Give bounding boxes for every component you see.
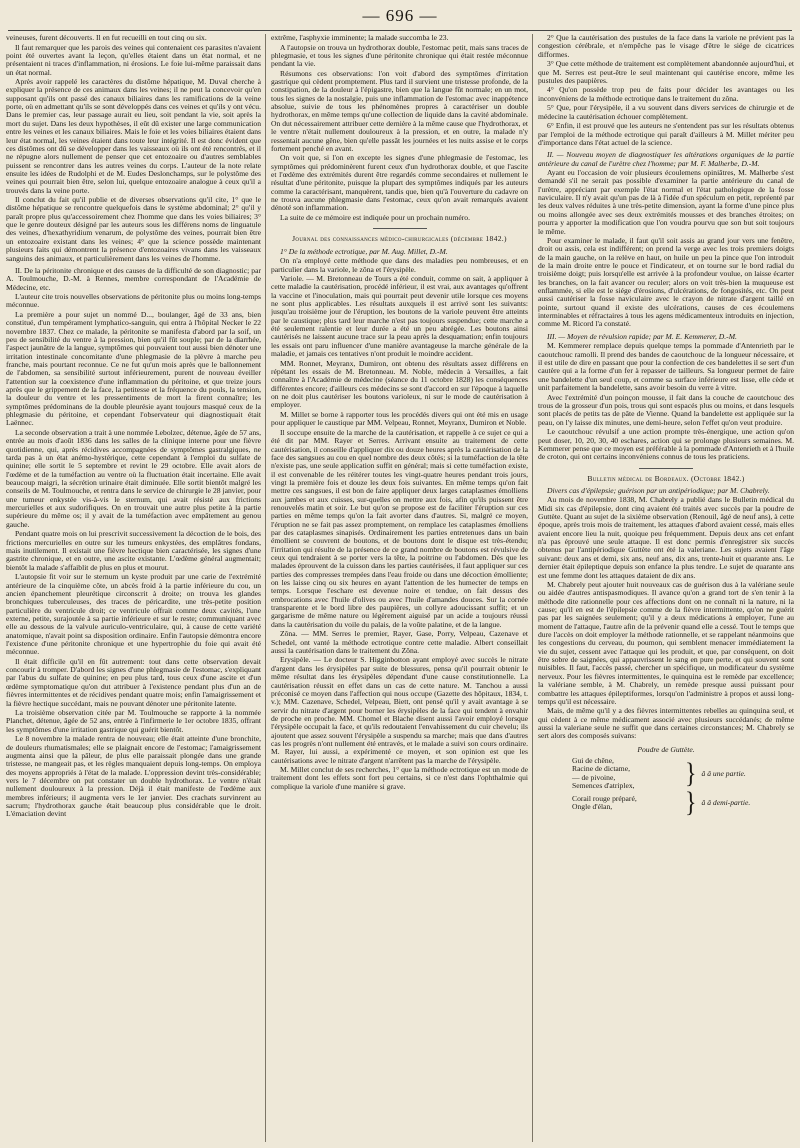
ingredient-dose: â â une partie. <box>701 768 746 778</box>
page-number: — 696 — <box>362 6 438 25</box>
paragraph: veineuses, furent découverts. Il en fut recueilli en tout cinq ou six. <box>6 34 207 42</box>
paragraph: La seconde observation a trait à une nommée Lebolzec, détenue, âgée de 57 ans, entrée au mois d'août 1836 dans les salles de la clinique interne pour une fièvre quotidienne, qui, après récidives accompagnées de symptômes gastralgiques, ne tarda pas à un état anémo-hystérique, cette cependant à l'emploi du sulfate de quinine; elle sortit le 5 septembre et revint le 29 octobre. Elle avait alors de l'œdème et de la tuméfaction au ventre où la fluctuation était incertaine. Elle avait beaucoup maigri, la sécrétion urinaire était diminuée. Elle sortit bientôt malgré les conseils de M. Toulmouche, et rentra dans le service de chirurgie le 28 janvier, pour une tumeur enkystée vis-à-vis le sternum, qui avait résisté aux frictions mercurielles et aux sudorifiques. On en trouvait une autre plus petite à la partie supérieure du même os; il y avait de la tuméfaction avec empâtement au genou gauche. <box>6 427 261 529</box>
paragraph: L'autopsie fit voir sur le sternum un kyste produit par une carie de l'extrémité antérieure de la cinquième côte, un abcès froid à la partie inférieure du cou, un ancien épanchement pleurétique circonscrit à droite; on trouva les glandes bronchiques tuberculeuses, des traces de péricardite, une très-petite position particulière du ventricule droit; ce ventricule offrait comme deux cavités, l'une externe, petite, surajoutée à sa partie inférieure et sur le reste; communiquant avec elle au dessous de la valvule auriculo-ventriculaire, qui, à cause de cette variété anatomique, n'avait point sa disposition ordinaire. Enfin l'autopsie démontra encore l'existence d'une péritonite chronique et une hypertrophie du foie qui avait été méconnue. <box>6 572 261 657</box>
paragraph: La suite de ce mémoire est indiquée pour un prochain numéro. <box>280 212 470 222</box>
formula-group <box>572 787 794 820</box>
paragraph: Il était difficile qu'il en fût autrement: tout dans cette observation devait concourir à tromper. D'abord les signes d'une phlegmasie de l'estomac, s'expliquant par l'abus du sulfate de quinine; en peu plus tard, tous ceux d'une ascite et d'un œdème symptomatique qu'on dut attribuer à l'existence pendant plus d'un an de fièvres intermittentes et de récidives pendant quatre mois; enfin l'amaigrissement et la fièvre hectique succédant, mais ne pouvant dénoter une péritonite latente. <box>6 656 261 708</box>
paragraph: L'auteur cite trois nouvelles observations de péritonite plus ou moins long-temps méconnue. <box>6 292 261 310</box>
ingredient-list <box>572 795 680 812</box>
paragraph: 5° Que, pour l'érysipèle, il a vu souvent dans divers services de chirurgie et de médecine la cautérisation échouer complètement. <box>538 103 794 121</box>
paragraph: Il conclut du fait qu'il publie et de diverses observations qu'il cite, 1° que le distôme hépatique se rencontre quelquefois dans le système abdominal; 2° qu'il y paraît propre plus qu'accessoirement chez l'homme que dans les voies biliaires; 3° que le genre douteux désigné par les auteurs sous les différens noms de linguatule des veines, d'hexathyridium venarum, de polystôme des veines, pourrait bien être un entozoaire existant dans les veines; 4° que la science possède maintenant plusieurs faits qui démontrent la présence d'entozoaires vivans dans les vaisseaux sanguins des animaux, et particulièrement dans les veines de l'homme. <box>6 195 261 263</box>
article-heading: 1° De la méthode ectrotique, par M. Aug. Millet, D.-M. <box>280 246 448 256</box>
section-divider <box>639 468 693 469</box>
ingredient: Gui de chêne, <box>572 756 614 766</box>
paragraph: MM. Ronnet, Meyranx, Dumiron, ont obtenu des résultats assez différens en répétant les essais de M. Bretonneau. M. Noble, médecin à Versailles, a fait connaître à l'Académie de médecine (séance du 11 octobre 1828) les conséquences différentes encore; d'ailleurs ces médecins se sont d'accord en sur l'époque à laquelle on ne doit plus cautériser les boutons varioleux, ni sur le mode de cautérisation à employer. <box>271 358 528 410</box>
paragraph: Pour examiner le malade, il faut qu'il soit assis au grand jour vers une fenêtre, droit ou assis, cela est indifférent; on prend la verge avec les trois premiers doigts de la main gauche, on la relève en haut, on huile un peu la pince que l'on introduit de la main droite entre le pouce et l'indicateur, et on tourne sur le bord radial du troisième doigt; puis lorsqu'elle est arrivée à la profondeur voulue, on laisse écarter les branches, on la fait avancer ou reculer; alors on voit très-bien la muqueuse est enflammée, si elle est le siége d'érosions, d'ulcérations, de fongosités, etc. On peut aussi cautériser la fosse naviculaire avec le crayon de nitrate d'argent taillé en pointe, surtout quand il existe des ulcérations, causes de ces écoulemens interminables et réfractaires à tous les agens médicamenteux introduits en injection, comme M. Ricord l'a constaté. <box>538 236 794 329</box>
paragraph: M. Kemmerer remplace depuis quelque temps la pommade d'Antenrieth par le caoutchouc ramolli. Il prend des bandes de caoutchouc de la longueur nécessaire, et il est utile de dire en passant que pour la confection de ces bandelettes il se sert d'un cautère qui a la forme d'un fer à repasser de tailleurs. Sa longueur permet de faire une bandelette d'un seul coup, et comme sa surface inférieure est lisse, elle cède et unit parfaitement la bandelette, sans avoir besoin du verre à vitre. <box>538 341 794 393</box>
brace-glyph: } <box>685 758 697 790</box>
paragraph: 3° Que cette méthode de traitement est complètement abandonnée aujourd'hui, et que M. Serres est peut-être le seul maintenant qui cautérise encore, même les pustules des paupières. <box>538 59 794 85</box>
column-divider <box>265 34 266 1142</box>
paragraph: A l'autopsie on trouva un hydrothorax double, l'estomac petit, mais sans traces de phlegmasie, et tous les signes d'une péritonite chronique qui était restée méconnue pendant la vie. <box>271 42 528 69</box>
journal-heading <box>271 235 528 243</box>
article-heading: II. — Nouveau moyen de diagnostiquer les altérations organiques de la partie antérieure du canal de l'urètre chez l'homme; par M. F. Malherbe, D.-M. <box>538 150 794 168</box>
paragraph: La première a pour sujet un nommé D..., boulanger, âgé de 33 ans, bien constitué, d'un tempérament lymphatico-sanguin, qui entra à l'hôpital Necker le 22 novembre 1837. Chez ce malade, la péritonite se manifesta d'abord par la soif, un peu de sensibilité du ventre à la pression, bien qu'il fût souple; par de la diarrhée, l'aspect jaunâtre de la langue, symptômes qui pouvaient tout aussi bien dénoter une irritation intestinale concomitante d'une phlegmasie de la plèvre à marche peu franche, mais pourtant reconnue. Ce ne fut qu'un mois après que le ballonnement de l'abdomen, sa sensibilité surtout inférieurement, purent de nouveau éveiller l'attention sur la coexistence d'une inflammation du péritoine, et que treize jours après que le grippement de la face, la petitesse et la fréquence du pouls, la tension, la douleur du ventre et les pressentiments de mort la firent connaître; les symptômes prédominans de la double pleurésie ayant toujours masqué ceux de la phlegmasie du péritoine, et cependant l'observateur qui diagnostiquait était Laënnec. <box>6 309 261 428</box>
paragraph: Après avoir rappelé les caractères du distôme hépatique, M. Duval cherche à expliquer la présence de ces animaux dans les veines; il ne peut la concevoir qu'en supposant qu'ils ont passé des canaux biliaires dans les ramifications de la veine porte, où en admettant qu'ils se sont développés dans ces veines et qu'ils y ont vécu. Dans le premier cas, leur passage aurait eu lieu, soit pendant la vie, soit après la mort du sujet. Dans les deux hypothèses, il eût dû exister une large communication entre les veines et les canaux biliaires. Mais le foie et les voies biliaires étaient dans leur état normal, les veines étaient dans toute leur intégrité. Il est donc évident que ces distômes ont dû se développer dans les vaisseaux où ils ont été rencontrés, et il ne répugne alors nullement de penser que cet entozoaire ou d'autres semblables puissent se rencontrer dans les autres veines du corps. L'auteur de la note relate ensuite les idées de Rudolphi et de M. Eudes Deslonchamps, sur le polystôme des veines qui pourrait bien être, selon lui, quelque entozoaire analogue à ceux qu'il a trouvés dans la veine porte. <box>6 77 261 195</box>
paragraph: 6° Enfin, il est prouvé que les auteurs ne s'entendent pas sur les résultats obtenus par l'emploi de la méthode ectrotique qui paraît d'ailleurs à M. Millet mériter peu d'importance dans l'état actuel de la science. <box>538 121 794 147</box>
ingredient-dose: â â demi-partie. <box>701 798 751 808</box>
paragraph: extrême, l'asphyxie imminente; la malade succomba le 23. <box>271 34 449 42</box>
ingredient: Semences d'atriplex, <box>572 781 635 791</box>
paragraph: Mais, de même qu'il y a des fièvres intermittentes rebelles au quinquina seul, et qui cèdent à ce même médicament associé avec plusieurs succédanés; de même aussi la valeriane seule ne suffit que dans certaines circonstances; M. Chabrely se sert alors des composés suivans: <box>538 706 794 741</box>
paragraph: Pendant quatre mois on lui prescrivit successivement la décoction de le bois, des frictions mercurielles en outre sur les tumeurs enkystées, des emplâtres fondans, mais inutilement. Il existait une fièvre hectique bien caractérisée, les signes d'une gastrite chronique, et en outre, une ascite existante. L'œdème général augmentait; bientôt la malade s'affaiblit de plus en plus et mourut. <box>6 529 261 572</box>
article-heading: Divers cas d'épilepsie; guérison par un antipériodique; par M. Chabrely. <box>547 485 770 495</box>
formula-title: Poudre de Guttète. <box>637 744 695 754</box>
paragraph: Le 8 novembre la malade rentra de nouveau; elle était atteinte d'une bronchite, de douleurs rhumatismales; elle se plaignait encore de l'estomac; l'amaigrissement augmenta ainsi que la pâleur, de plus elle paraissait plongée dans une grande tristesse, ne mangeait pas, et les règles manquaient depuis long-temps. On employa des moyens appropriés à l'état de la malade. L'oppression devint très-considérable; vers le 7 décembre on put constater un double hydrothorax. Le ventre n'était nullement douloureux à la pression. Déjà il était manifeste de l'œdème aux membres inférieurs; il augmenta vers le 1er janvier. Des crachats survinrent au sacrum; l'hydrothorax gauche était beaucoup plus considérable que le droit. L'émaciation devint <box>6 734 261 819</box>
paragraph: Le caoutchouc révulsif a une action prompte très-énergique, une action qu'on peut doser, 10, 20, 30, 40 eschares, action qui se prolonge plusieurs semaines. M. Kemmerer pense que ce moyen est préférable à la pommade d'Antenrieth et à l'huile de croton, qui ont certains inconvéniens connus de tous les praticiens. <box>538 427 794 462</box>
ingredient: Ongle d'élan, <box>572 802 613 812</box>
paragraph: Il faut remarquer que les parois des veines qui contenaient ces parasites n'avaient point été ouvertes avant la leçon, qu'elles étaient dans un état normal, et ne présentaient ni traces d'inflammation, ni érosions. Le foie lui-même paraissait dans un état normal. <box>6 42 261 77</box>
paragraph: M. Millet se borne à rapporter tous les procédés divers qui ont été mis en usage pour appliquer le caustique par MM. Velpeau, Ronnet, Meyranx, Dumiron et Noble. <box>271 409 528 428</box>
paragraph: 4° Qu'on possède trop peu de faits pour décider les avantages ou les inconvéniens de la méthode ectrotique dans le traitement du zôna. <box>538 85 794 103</box>
brace-glyph: } <box>685 787 697 820</box>
journal-title: Journal des connaissances médico-chirurgicales (décembre 1842.) <box>292 234 507 244</box>
paragraph: Erysipèle. — Le docteur S. Higginbotton ayant employé avec succès le nitrate d'argent dans les érysipèles par suite de blessures, pensa qu'il pourrait obtenir le même résultat dans les érysipèles dépendant d'une cause constitutionnelle. La cautérisation réussit en effet dans un cas de cette nature. M. Tanchou a aussi préconisé ce moyen dans l'affection qui nous occupe (Gazette des hôpitaux, 1834, t. v.); MM. Cazenave, Schedel, Velpeau, Biett, ont pensé qu'il y avait avantage à se servir du nitrate d'argent pour borner les érysipèles de la face qui tendent à envahir de proche en proche. MM. Chomel et Blache disent aussi l'avoir employé lorsque l'érysipèle occupait la face, et qu'ils redoutaient l'envahissement du cuir chevelu; ils ajoutent que assez souvent l'érysipèle a suspendu sa marche; mais que dans d'autres cas les progrès n'ont nullement été entravés, et le malade a suivi son cours ordinaire. M. Rayer, lui aussi, a expérimenté ce moyen, et son opinion est que les cautérisations avec le nitrate d'argent n'arrêtent pas la marche de l'érysipèle. <box>271 655 528 765</box>
article-heading: III. — Moyen de révulsion rapide; par M. E. Kemmerer, D.-M. <box>547 331 737 341</box>
paragraph: On n'a employé cette méthode que dans des maladies peu nombreuses, et en particulier dans la variole, le zôna et l'érysipèle. <box>271 256 528 274</box>
formula-block <box>538 744 794 820</box>
paragraph: Il soccupe ensuite de la marche de la cautérisation, et rappelle à ce sujet ce qui a été dit par MM. Rayer et Serres. Arrivant ensuite au traitement de cette cautérisation, il conseille d'appliquer dix ou douze heures après la cautérisation de la face des sangsues au cou en quel nombre des deux côtés; si la tuméfaction de la tête n'existe pas, une seule application suffit en général; mais si cette tuméfaction existe, il est convenable de les réitérer toutes les vingt-quatre heures pendant trois jours, vingt la première fois et douze les deux fois suivantes. En même temps qu'on fait mettre ces sangsues, il est bon de faire appliquer deux larges cataplasmes émolliens aux jambes et aux cuisses, sur-quelles on mettre aux fois, afin qu'ils puissent être renouvelés matin et soir. Le but qu'on se propose est de faciliter l'éruption sur ces parties en même temps qu'on la fait avorter dans d'autres. Si, malgré ce moyen, l'éruption ne se fait pas assez promptement, on remplace les cataplasmes émolliens par des cataplasmes sinapisés. Ordinairement les parties entretenues dans un bain émollient se couvrent de boutons, et de boutons dont le disque est très-étendu; l'irritation qui résulte de la présence de ce grand nombre de boutons est révulsive de ceux qui tendraient à se porter vers la tête, la poitrine ou l'abdomen. Dès que les malades éprouvent de la cuisson dans les parties cautérisées, il faut appliquer sur ces parties des compresses trempées dans l'eau froide ou dans une décoction émolliente; on les laisse cinq ou six heures en ayant l'attention de les humecter de temps en temps. Lorsque l'eschare est devenue noire et tendue, on fait dessus des embrocations avec l'huile d'olives ou avec l'huile d'amandes douces. Sur la cornée transparente et le bord libre des paupières, un collyre adoucissant suffit; et un gargarisme de même nature ou légèrement aiguisé par un acide a toujours réussi dans la cautérisation du voile du palais, de la voûte palatine, et de la langue. <box>271 427 528 629</box>
paragraph: M. Chabrely peut ajouter huit nouveaux cas de guérison dus à la valériane seule ou aidée d'autres antispasmodiques. Il avance qu'on a grand tort de s'en tenir à la méthode dite rationnelle pour ces affections dont on ne connaît ni la nature, ni la cause; qu'il en est de l'épilepsie comme de la fièvre intermittente, qu'on ne guérit pas par les saignées seulement; qu'il y a deux médications à employer, l'une au moment de l'attaque, l'autre afin de la prévenir quand elle a cessé. Tout le temps que dure l'accès on doit employer la méthode rationnelle, et se rappelant néanmoins que les congestions du cerveau, du poumon, qui semblent menacer immédiatement la vie du sujet, cessent avec l'attaque qui les produit, et que, par conséquent, on doit être sobre de saignées, qui appauvrissent le sang en pure perte, et qui souvent sont nuisibles. Il faut, l'accès passé, chercher un spécifique, un modificateur du système nerveux. Pour les fièvres intermittentes, le quinquina est le remède par excellence; la valériane semble, à M. Chabrely, un remède presque aussi puissant pour combattre les attaques épileptiformes, lorsqu'on l'administre à propos et aussi long-temps qu'il est nécessaire. <box>538 580 794 706</box>
paragraph: Zôna. — MM. Serres le premier, Rayer, Gase, Porry, Velpeau, Cazenave et Schedel, ont vanté la méthode ectrotique contre cette maladie. Albert conseillait aussi la cautérisation dans le traitement du Zôna. <box>271 629 528 655</box>
column-left <box>6 34 261 1144</box>
paragraph: Avec l'extrémité d'un poinçon mousse, il fait dans la couche de caoutchouc des trous de la grosseur d'un pois, trous qui sont espacés plus ou moins, et dans lesquels sont placés de petits tas de pâte de Vienne. Quand la bandelette est appliquée sur la peau, on l'y laisse dix minutes, une demi-heure, selon l'effet qu'on veut produire. <box>538 392 794 427</box>
ingredient: — de pivoine, <box>572 772 616 782</box>
paragraph: On voit que, si l'on en excepte les signes d'une phlegmasie de l'estomac, les symptômes qui prédominèrent furent ceux d'un hydrothorax double, et que l'ascite et l'œdème des extrémités durent être regardés comme secondaires et nullement le résultat d'une péritonite, puisque la plupart des symptômes indiqués par les auteurs comme la caractérisant, manquèrent, tandis que, bien qu'à l'ouverture du cadavre on ne trouva aucune phlegmasie dans l'estomac, ceux qu'on avait remarqués avaient dénoté son inflammation. <box>271 153 528 213</box>
section-divider <box>373 228 427 229</box>
journal-heading <box>538 475 794 483</box>
ingredient-list <box>572 757 680 790</box>
paragraph: Variole. — M. Bretonneau de Tours a été conduit, comme on sait, à appliquer à cette maladie la cautérisation, procédé inférieur, il est vrai, aux avantages qu'offrent la vaccine et l'inoculation, mais qui pourrait peut devenir utile lorsque ces moyens ne sont plus applicables. Les résultats auxquels il est arrivé sont les suivants: jusqu'au troisième jour de l'éruption, les boutons de la variole peuvent être atteints par le caustique; plus tard leur marche n'est pas toujours suspendue; cette marche a été seulement ralentie et leur durée a été un peu abrégée. Les boutons ainsi cautérisés ne laissent aucune trace sur la peau après la desquamation; enfin toujours les essais ont paru influencer d'une manière avantageuse la marche générale de la maladie, et jamais ces tentatives n'ont produit le moindre accident. <box>271 274 528 359</box>
formula-group <box>572 757 794 790</box>
paragraph: M. Millet conclut de ses recherches, 1° que la méthode ectrotique est un mode de traitement dont les effets sont fort peu certains, si ce n'est dans l'ophthalmie qui complique la variole d'une manière si grave. <box>271 765 528 791</box>
ingredient: Racine de dictame, <box>572 764 630 774</box>
paragraph: Résumons ces observations: l'on voit d'abord des symptômes d'irritation gastrique qui cèdent promptement. Plus tard il survient une tristesse profonde, de la constipation, de la douleur à l'épigastre, bien que la langue fût normale; en un mot, tous les signes de la nostalgie, puis une inflammation de l'estomac avec inappétence absolue, suivie de tous les phénomènes propres à caractériser un double hydrothorax, en même temps qu'une collection de liquide dans la cavité abdominale. On dut nécessairement attribuer cette dernière à la même cause que l'hydrothorax, et le ventre n'était nullement douloureux à la pression, et en outre, la malade n'y ressentait aucune gêne, bien qu'elle passât les journées et les nuits assise et le corps fortement penché en avant. <box>271 68 528 153</box>
paragraph: La troisième observation citée par M. Toulmouche se rapporte à la nommée Planchet, détenue, âgée de 52 ans, entrée à l'infirmerie le 1er octobre 1835, offrant les symptômes d'une irritation gastrique qui guérit bientôt. <box>6 708 261 734</box>
article-heading: II. De la péritonite chronique et des causes de la difficulté de son diagnostic; par A. Toulmouche, D.-M. à Rennes, membre correspondant de l'Académie de Médecine, etc. <box>6 265 261 292</box>
column-middle <box>271 34 528 1144</box>
journal-title: Bulletin médical de Bordeaux. (Octobre 1842.) <box>587 473 745 483</box>
ingredient: Corail rouge préparé, <box>572 794 637 804</box>
header-rule <box>8 30 792 31</box>
paragraph: 2° Que la cautérisation des pustules de la face dans la variole ne prévient pas la congestion cérébrale, et n'empêche pas le visage d'être le siége de cicatrices difformes. <box>538 34 794 59</box>
column-divider <box>532 34 533 1142</box>
column-right <box>538 34 794 1144</box>
paragraph: Au mois de novembre 1838, M. Chabrely a publié dans le Bulletin médical du Midi six cas d'épilepsie, dont cinq avaient été traités avec succès par la poudre de Guttète. Quant au sujet de la sixième observation (Renouil, âgé de neuf ans), à cette époque, après trois mois de traitement, les attaques d'abord avaient cessé, mais elles avaient encore lieu la nuit, quoique peu fréquemment. Depuis deux ans cet enfant n'a pas éprouvé une seule attaque. Il est donc permis d'enregistrer six succès obtenus par l'antipériodique Guttète ont été la valeriane. Les sujets avaient l'âge suivant: deux ans et demi, six ans, neuf ans, dix ans, trente-huit et quarante ans. Le dernier était épileptique depuis son enfance la plus tendre. Le sujet de quarante ans est une femme dont les attaques dataient de dix ans. <box>538 495 794 580</box>
paragraph: Ayant eu l'occasion de voir plusieurs écoulemens opiniâtres, M. Malherbe s'est demandé s'il ne serait pas possible d'examiner la partie antérieure du canal de l'urètre, appréciant par exemple l'état normal et l'état pathologique de la fosse naviculaire. Il n'y avait qu'un pas de là à l'idée d'un spéculum en petit, repréenté par les deux valves réduites à une très-petite dimension, ayant la forme d'une pince plus ou moins allongée avec ses deux extrémités mousses et des branches étroites; on pourra y apporter la modification que l'on voudra pourvu que son but soit toujours le même. <box>538 168 794 236</box>
